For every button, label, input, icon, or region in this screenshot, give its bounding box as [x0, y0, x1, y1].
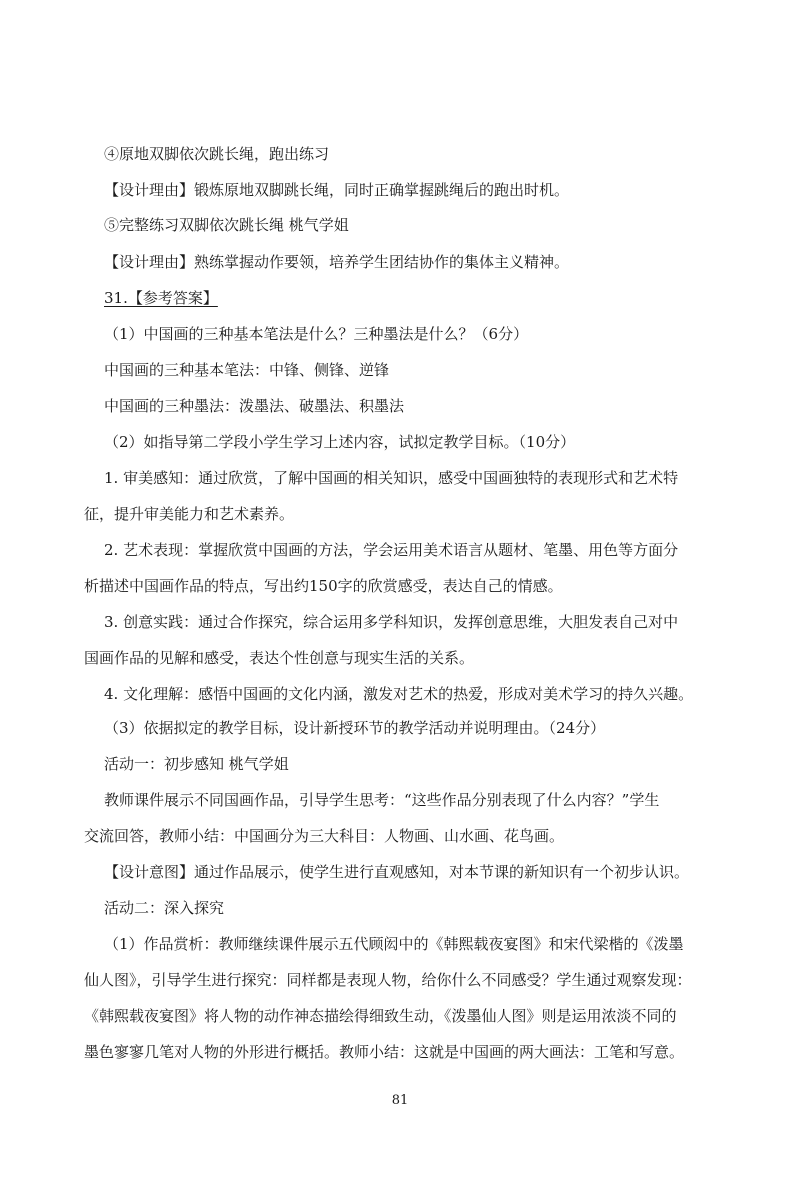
question-heading: （3）依据拟定的教学目标，设计新授环节的教学活动并说明理由。（24分） — [104, 719, 606, 737]
text-line: 仙人图》，引导学生进行探究：同样都是表现人物，给你什么不同感受？学生通过观察发现： — [84, 971, 692, 989]
text-line: ⑤完整练习双脚依次跳长绳 桃气学姐 — [104, 216, 349, 234]
text-line: 国画作品的见解和感受，表达个性创意与现实生活的关系。 — [84, 649, 475, 667]
text-line: 《韩熙载夜宴图》将人物的动作神态描绘得细致生动，《泼墨仙人图》则是运用浓淡不同的 — [84, 1007, 677, 1025]
activity-heading: 活动二：深入探究 — [104, 899, 225, 917]
text-line: 中国画的三种墨法：泼墨法、破墨法、积墨法 — [104, 397, 405, 415]
text-line: 【设计意图】通过作品展示，使学生进行直观感知，对本节课的新知识有一个初步认识。 — [104, 863, 690, 881]
section-heading: 31.【参考答案】 — [104, 289, 218, 307]
text-line: 【设计理由】熟练掌握动作要领，培养学生团结协作的集体主义精神。 — [104, 253, 570, 271]
text-line: （1）作品赏析：教师继续课件展示五代顾闳中的《韩熙载夜宴图》和宋代梁楷的《泼墨 — [104, 935, 684, 953]
text-line: 墨色寥寥几笔对人物的外形进行概括。教师小结：这就是中国画的两大画法：工笔和写意。 — [84, 1043, 685, 1061]
text-line: 析描述中国画作品的特点，写出约150字的欣赏感受，表达自己的情感。 — [84, 577, 563, 595]
question-heading: （2）如指导第二学段小学生学习上述内容，试拟定教学目标。（10分） — [104, 433, 576, 451]
text-line: 4. 文化理解：感悟中国画的文化内涵，激发对艺术的热爱，形成对美术学习的持久兴趣。 — [104, 685, 694, 703]
text-line: ④原地双脚依次跳长绳，跑出练习 — [104, 145, 330, 163]
text-line: 1. 审美感知：通过欣赏，了解中国画的相关知识，感受中国画独特的表现形式和艺术特 — [104, 469, 679, 487]
text-line: 征，提升审美能力和艺术素养。 — [84, 505, 295, 523]
text-line: 中国画的三种基本笔法：中锋、侧锋、逆锋 — [104, 361, 390, 379]
text-line: 【设计理由】锻炼原地双脚跳长绳，同时正确掌握跳绳后的跑出时机。 — [104, 181, 570, 199]
text-line: 交流回答，教师小结：中国画分为三大科目：人物画、山水画、花鸟画。 — [84, 827, 565, 845]
question-heading: （1）中国画的三种基本笔法是什么？三种墨法是什么？（6分） — [104, 325, 529, 343]
text-line: 3. 创意实践：通过合作探究，综合运用多学科知识，发挥创意思维，大胆发表自己对中 — [104, 613, 679, 631]
text-line: 教师课件展示不同国画作品，引导学生思考：“这些作品分别表现了什么内容？”学生 — [104, 791, 660, 809]
text-line: 2. 艺术表现：掌握欣赏中国画的方法，学会运用美术语言从题材、笔墨、用色等方面分 — [104, 541, 679, 559]
page-number: 81 — [391, 1093, 409, 1108]
activity-heading: 活动一：初步感知 桃气学姐 — [104, 755, 289, 773]
